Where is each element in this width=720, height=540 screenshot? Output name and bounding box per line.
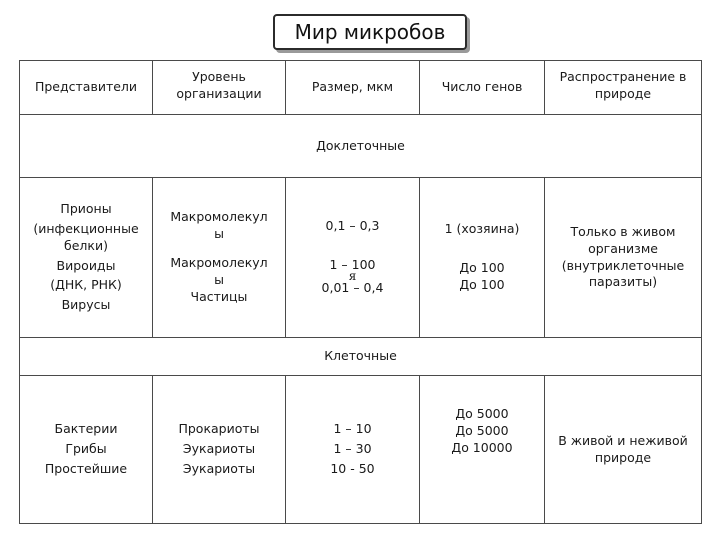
header-organization-level: Уровень организации [153,61,286,115]
cell-text: 0,1 – 0,3 [325,218,380,234]
cell-text: ы [214,271,224,287]
cell-genes-precellular [420,178,545,338]
cell-distribution-precellular: Только в живом организме (внутриклеточные паразиты) [545,178,702,338]
cell-text: Макромолекул [170,209,268,225]
cell-text: ы [214,226,224,242]
cell-text: 1 – 10 [333,421,372,437]
cell-text: 0,01 – 0,4 [321,280,384,296]
table-header-row [20,61,702,115]
cell-text: 10 - 50 [330,460,375,476]
header-size: Размер, мкм [286,61,420,115]
cell-text: Вироиды [56,257,116,273]
cell-sizes-cellular [286,376,420,524]
cell-text: До 5000 [455,406,509,421]
cell-levels-precellular [153,178,286,338]
cell-text: Частицы [190,288,248,304]
section-row-cellular [20,338,702,376]
cell-genes-cellular [420,376,545,524]
cell-text: 1 (хозяина) [444,221,520,237]
header-representatives: Представители [20,61,153,115]
cell-text: 1 – 30 [333,441,372,457]
cell-distribution-cellular: В живой и неживой природе [545,376,702,524]
cell-text: Вирусы [61,297,111,313]
section-label-cellular: Клеточные [20,338,702,376]
cell-text: Простейшие [44,460,128,476]
header-genes: Число генов [420,61,545,115]
cell-text: я [348,268,357,283]
section-label-precellular: Доклеточные [20,115,702,178]
page-title: Мир микробов [273,14,467,50]
cell-text: До 100 [459,276,505,292]
header-distribution: Распространение в природе [545,61,702,115]
cell-text: Прокариоты [178,421,260,437]
cell-representatives-cellular [20,376,153,524]
cell-text: Прионы [60,200,112,216]
cell-representatives-precellular [20,178,153,338]
cell-text: До 5000 [455,422,509,438]
cell-text: 1 – 100 [329,256,376,272]
cell-text: белки) [64,237,108,253]
table-row [20,376,702,524]
cell-text: Грибы [65,441,107,457]
cell-text: Эукариоты [182,441,256,457]
cell-text: Макромолекул [170,255,268,271]
microbes-table [19,60,702,524]
cell-text: Бактерии [54,421,118,437]
cell-text: (инфекционные [33,220,139,236]
cell-text: (ДНК, РНК) [50,277,122,293]
table-row [20,178,702,338]
cell-text: Эукариоты [182,460,256,476]
cell-text: До 10000 [451,439,513,455]
cell-sizes-precellular [286,178,420,338]
cell-levels-cellular [153,376,286,524]
section-row-precellular [20,115,702,178]
cell-text: До 100 [459,260,505,276]
